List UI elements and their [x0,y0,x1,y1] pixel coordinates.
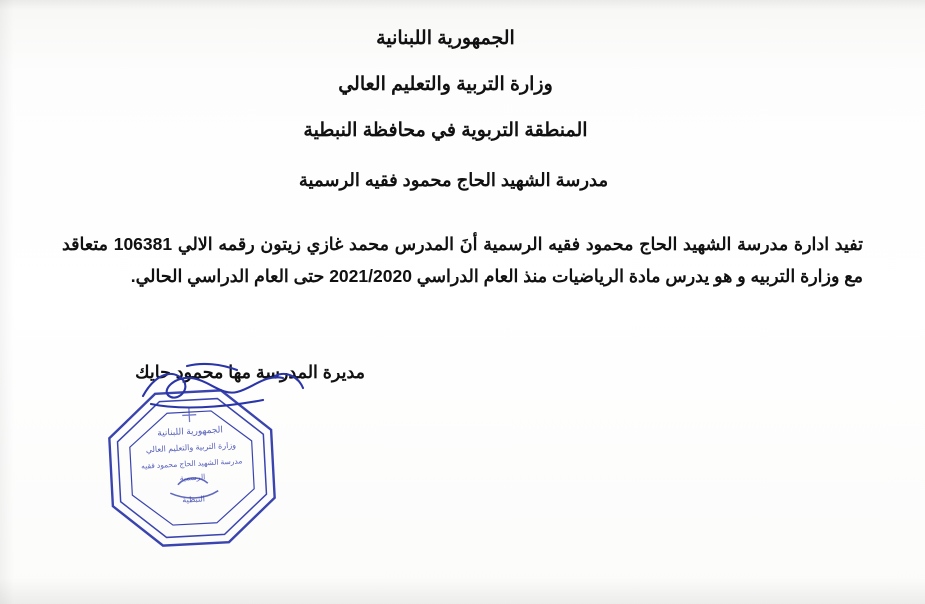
paper-edge-bottom [0,578,925,604]
letter-body-paragraph: تفيد ادارة مدرسة الشهيد الحاج محمود فقيه الرسمية أنَ المدرس محمد غازي زيتون رقمه الالي 106381 متعاقد مع وزارة التربيه و هو يدرس مادة الرياضيات منذ العام الدراسي 2021/2020 حتى العام الدراسي الحالي. [62,234,863,286]
letterhead-ministry: وزارة التربية والتعليم العالي [338,74,553,95]
svg-text:مدرسة الشهيد الحاج محمود فقيه: مدرسة الشهيد الحاج محمود فقيه [140,456,243,471]
svg-text:الجمهورية اللبنانية: الجمهورية اللبنانية [157,424,224,438]
signature-title-and-name: مديرة المدرسة مها محمود حايك [135,362,365,382]
paper-edge-top [0,0,925,10]
letterhead [0,24,925,146]
letterhead-region: المنطقة التربوية في محافظة النبطية [303,120,588,141]
letterhead-country: الجمهورية اللبنانية [376,28,515,49]
letter-body [62,228,863,292]
svg-text:النبطية: النبطية [182,494,206,505]
school-name: مدرسة الشهيد الحاج محمود فقيه الرسمية [298,170,609,190]
svg-text:وزارة التربية والتعليم العالي: وزارة التربية والتعليم العالي [145,440,237,455]
official-stamp [103,384,281,553]
svg-text:الرسمية: الرسمية [179,472,206,483]
